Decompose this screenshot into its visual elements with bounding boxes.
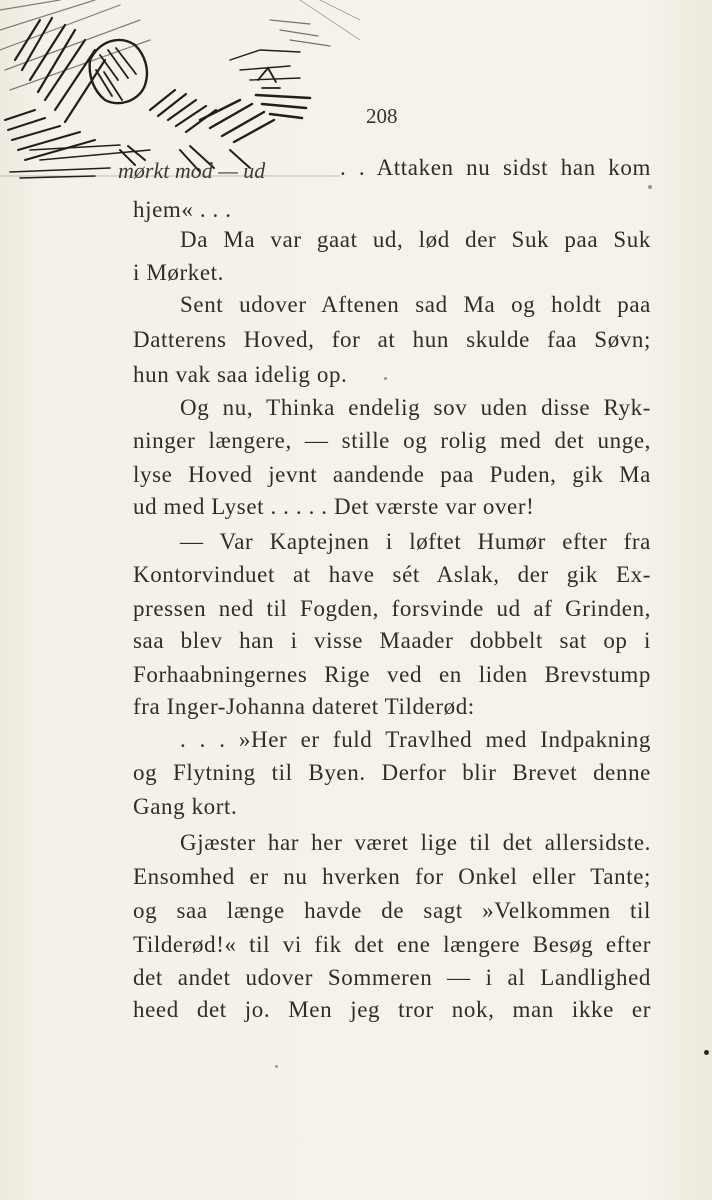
paper-speck bbox=[384, 377, 387, 380]
text-line: Kontorvinduet at have sét Aslak, der gik Ex- bbox=[133, 562, 651, 587]
text-line: det andet udover Sommeren — i al Landlighed bbox=[133, 965, 651, 990]
text-line: hjem« . . . bbox=[133, 197, 232, 222]
text-line: fra Inger-Johanna dateret Tilderød: bbox=[133, 694, 475, 719]
text-line: Ensomhed er nu hverken for Onkel eller Tante; bbox=[133, 864, 651, 889]
text-line: . . . »Her er fuld Travlhed med Indpakning bbox=[180, 727, 651, 752]
text-line: Gang kort. bbox=[133, 794, 238, 819]
text-line: og Flytning til Byen. Derfor blir Brevet denne bbox=[133, 760, 651, 785]
text-line: Gjæster har her været lige til det allersidste. bbox=[180, 830, 651, 855]
text-line: hun vak saa idelig op. bbox=[133, 362, 348, 387]
text-line: saa blev han i visse Maader dobbelt sat op i bbox=[133, 628, 651, 653]
text-line: Sent udover Aftenen sad Ma og holdt paa bbox=[180, 292, 651, 317]
text-line: ninger længere, — stille og rolig med det unge, bbox=[133, 428, 651, 453]
text-line: Tilderød!« til vi fik det ene længere Besøg efter bbox=[133, 932, 651, 957]
text-line: ud med Lyset . . . . . Det værste var over! bbox=[133, 494, 535, 519]
text-line: Da Ma var gaat ud, lød der Suk paa Suk bbox=[180, 227, 651, 252]
text-line: lyse Hoved jevnt aandende paa Puden, gik Ma bbox=[133, 462, 651, 487]
text-line: Datterens Hoved, for at hun skulde faa Søvn; bbox=[133, 327, 651, 352]
text-line: og saa længe havde de sagt »Velkommen til bbox=[133, 898, 651, 923]
vignette-caption: mørkt mod — ud bbox=[118, 158, 266, 183]
text-line: heed det jo. Men jeg tror nok, man ikke er bbox=[133, 997, 651, 1022]
paper-speck bbox=[704, 1050, 709, 1055]
text-line: Forhaabningernes Rige ved en liden Brevstump bbox=[133, 662, 651, 687]
paper-speck bbox=[648, 185, 652, 189]
text-line: — Var Kaptejnen i løftet Humør efter fra bbox=[180, 529, 651, 554]
text-line: Og nu, Thinka endelig sov uden disse Ryk- bbox=[180, 395, 651, 420]
paper-speck bbox=[275, 1065, 278, 1068]
text-line: . . Attaken nu sidst han kom bbox=[340, 155, 651, 180]
page-number: 208 bbox=[366, 104, 398, 128]
text-line: pressen ned til Fogden, forsvinde ud af Grinden, bbox=[133, 596, 651, 621]
text-line: i Mørket. bbox=[133, 260, 224, 285]
pen-sketch-landscape-icon bbox=[0, 0, 360, 190]
